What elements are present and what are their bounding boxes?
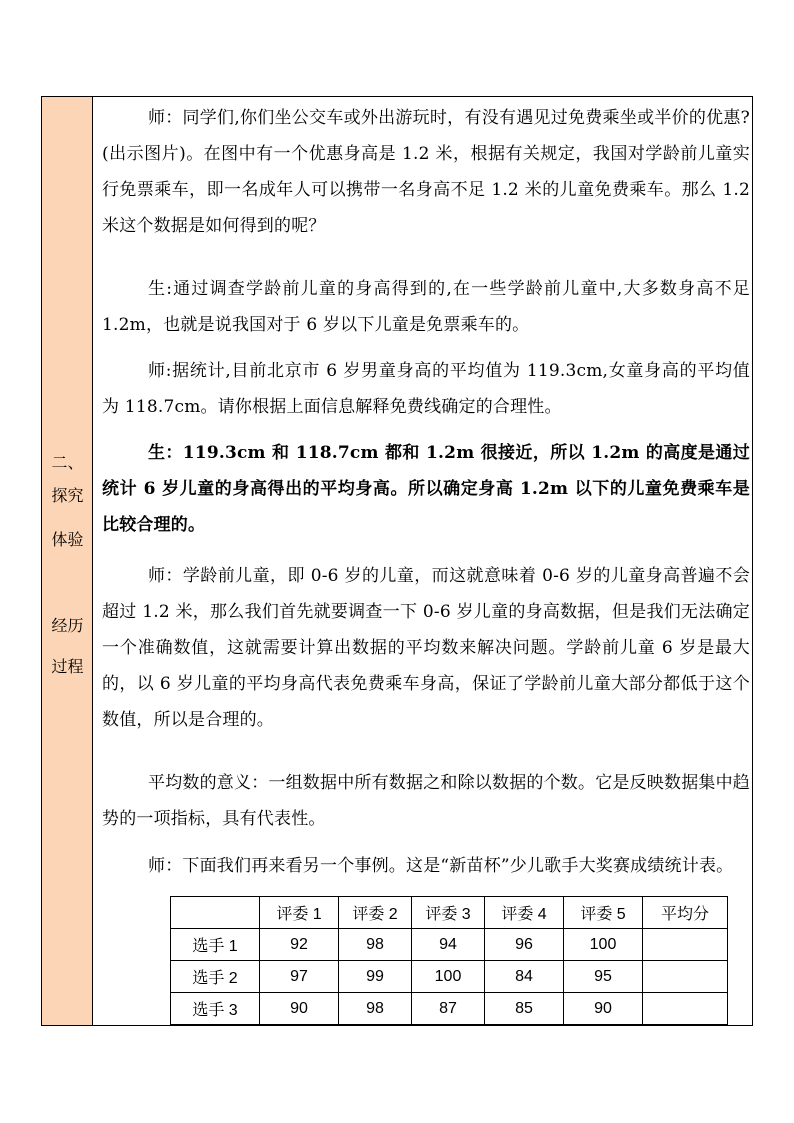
table-header-cell: 平均分 (643, 897, 728, 929)
stage-label-1: 二、 (51, 453, 84, 472)
table-cell: 90 (260, 993, 339, 1025)
stage-label-5: 过程 (51, 657, 84, 676)
table-cell: 100 (564, 929, 643, 961)
stage-label-4: 经历 (51, 616, 84, 635)
table-cell (643, 961, 728, 993)
paragraph-teacher-example: 师：下面我们再来看另一个事例。这是“新苗杯”少儿歌手大奖赛成绩统计表。 (148, 856, 734, 876)
table-cell (643, 993, 728, 1025)
table-cell (643, 929, 728, 961)
table-cell: 选手 1 (171, 929, 260, 961)
table-header-row (171, 897, 728, 929)
lesson-table (41, 96, 753, 1026)
table-header-cell: 评委 5 (564, 897, 643, 929)
table-cell: 选手 2 (171, 961, 260, 993)
table-cell: 90 (564, 993, 643, 1025)
table-cell: 98 (339, 929, 412, 961)
score-table (170, 896, 728, 1025)
table-row (171, 961, 728, 993)
table-cell: 85 (485, 993, 564, 1025)
paragraph-mean-definition: 平均数的意义：一组数据中所有数据之和除以数据的个数。它是反映数据集中趋势的一项指标，具有代表性。 (102, 773, 750, 829)
table-cell: 选手 3 (171, 993, 260, 1025)
stage-label-2: 探究 (51, 486, 84, 505)
table-cell: 98 (339, 993, 412, 1025)
table-cell: 92 (260, 929, 339, 961)
paragraph-teacher-intro: 师：同学们,你们坐公交车或外出游玩时，有没有遇见过免费乘坐或半价的优惠?(出示图片)。在图中有一个优惠身高是 1.2 米，根据有关规定，我国对学龄前儿童实行免票乘车，即一名成年人可以携带一名身高不足 1.2 米的儿童免费乘车。那么 1.2 米这个数据是如何得到的呢？ (102, 108, 750, 236)
paragraph-teacher-statistics: 师:据统计,目前北京市 6 岁男童身高的平均值为 119.3cm,女童身高的平均值为 118.7cm。请你根据上面信息解释免费线确定的合理性。 (102, 361, 750, 417)
paragraph-student-answer-2: 生：119.3cm 和 118.7cm 都和 1.2m 很接近，所以 1.2m 的高度是通过统计 6 岁儿童的身高得出的平均身高。所以确定身高 1.2m 以下的儿童免费乘车是比较合理的。 (102, 443, 750, 535)
table-cell: 96 (485, 929, 564, 961)
table-cell: 84 (485, 961, 564, 993)
table-cell: 87 (412, 993, 485, 1025)
table-cell: 97 (260, 961, 339, 993)
paragraph-student-answer-1: 生:通过调查学龄前儿童的身高得到的,在一些学龄前儿童中,大多数身高不足 1.2m，也就是说我国对于 6 岁以下儿童是免票乘车的。 (102, 279, 750, 335)
stage-label-3: 体验 (51, 530, 84, 549)
table-header-cell: 评委 4 (485, 897, 564, 929)
stage-column (42, 97, 93, 1025)
table-header-cell: 评委 3 (412, 897, 485, 929)
table-cell: 100 (412, 961, 485, 993)
table-row (171, 993, 728, 1025)
table-cell: 95 (564, 961, 643, 993)
table-cell: 99 (339, 961, 412, 993)
table-header-cell: 评委 2 (339, 897, 412, 929)
table-header-cell (171, 897, 260, 929)
table-header-cell: 评委 1 (260, 897, 339, 929)
table-cell: 94 (412, 929, 485, 961)
paragraph-teacher-explanation: 师：学龄前儿童，即 0-6 岁的儿童，而这就意味着 0-6 岁的儿童身高普遍不会超过 1.2 米，那么我们首先就要调查一下 0-6 岁儿童的身高数据，但是我们无法确定一个准确数值，这就需要计算出数据的平均数来解决问题。学龄前儿童 6 岁是最大的，以 6 岁儿童的平均身高代表免费乘车身高，保证了学龄前儿童大部分都低于这个数值，所以是合理的。 (102, 566, 750, 730)
table-row (171, 929, 728, 961)
